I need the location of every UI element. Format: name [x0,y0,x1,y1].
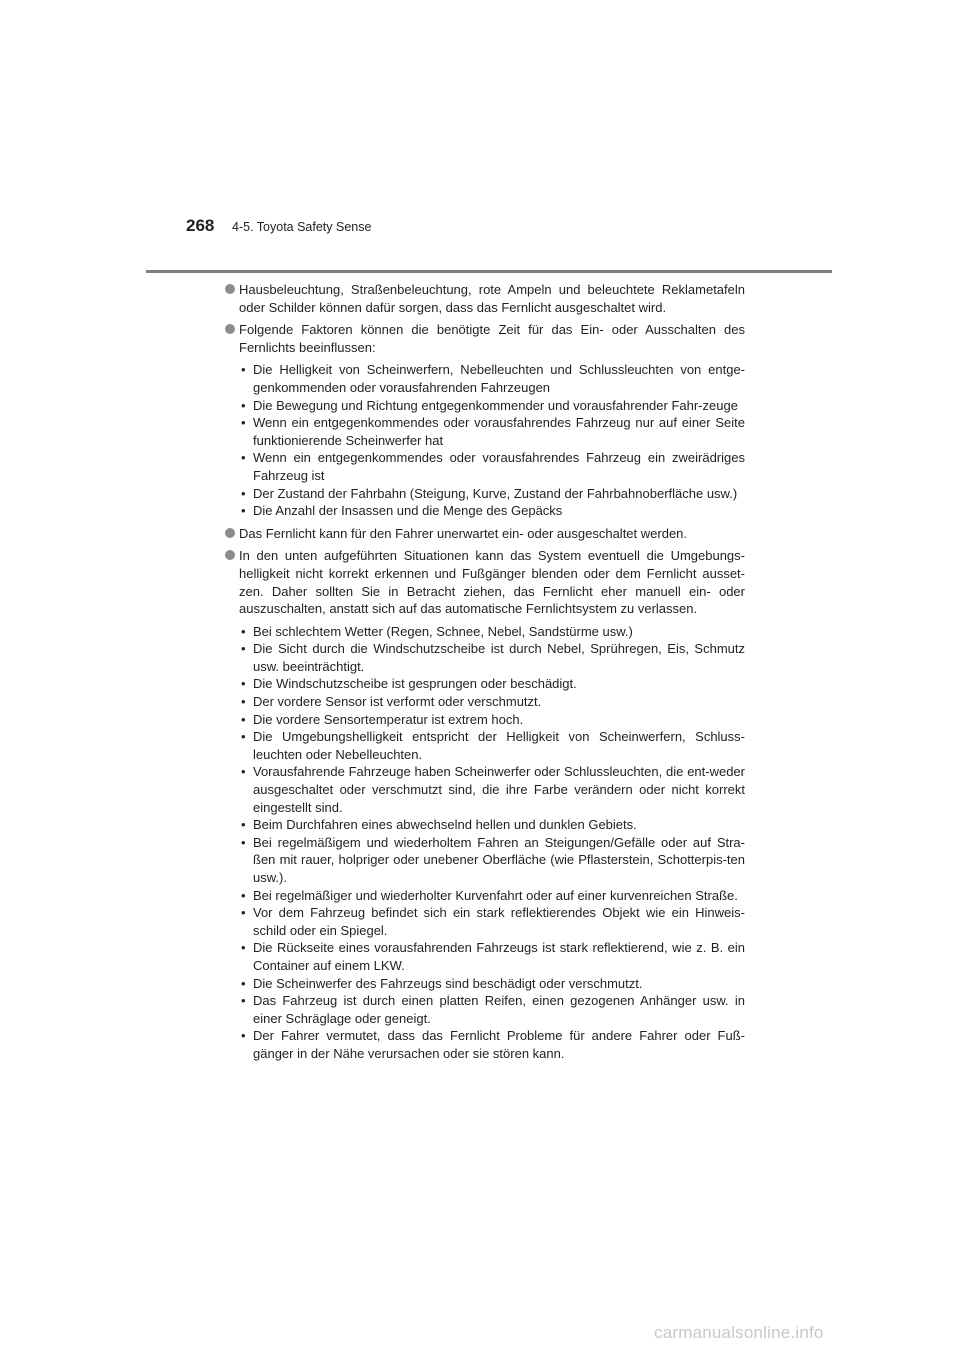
bullet-text: Hausbeleuchtung, Straßenbeleuchtung, rote Ampeln und beleuchtete Reklametafeln oder Schilder können dafür sorgen, dass das Fernlicht ausgeschaltet wird. [239,282,745,315]
small-bullet-icon: • [241,887,246,903]
sub-item-text: Beim Durchfahren eines abwechselnd hellen und dunklen Gebiets. [253,817,637,833]
page-number: 268 [186,216,215,235]
sub-list-item [225,502,745,520]
sub-list-item [225,675,745,693]
sub-list-item [225,1027,745,1062]
sub-list-item [225,640,745,675]
small-bullet-icon: • [241,623,246,639]
sub-item-text: Bei schlechtem Wetter (Regen, Schnee, Nebel, Sandstürme usw.) [253,623,633,639]
sub-list-item [225,361,745,396]
sub-list-item [225,904,745,939]
sub-list-item [225,711,745,729]
sub-item-text: Wenn ein entgegenkommendes oder vorausfahrendes Fahrzeug ein zweirädriges Fahrzeug ist [253,450,745,483]
sub-list-item [225,397,745,415]
small-bullet-icon: • [241,729,246,745]
sub-list-item [225,816,745,834]
sub-item-text: Die Anzahl der Insassen und die Menge des Gepäcks [253,503,563,519]
small-bullet-icon: • [241,905,246,921]
bullet-paragraph [225,525,745,543]
small-bullet-icon: • [241,817,246,833]
page-header [0,216,960,246]
sub-list-item [225,449,745,484]
main-content [225,281,745,1068]
sub-item-text: Der Fahrer vermutet, dass das Fernlicht Probleme für andere Fahrer oder Fuß-gänger in der Nähe verursachen oder sie stören kann. [253,1028,745,1061]
round-bullet-icon [225,528,235,538]
sub-item-text: Die Scheinwerfer des Fahrzeugs sind beschädigt oder verschmutzt. [253,975,643,991]
sub-list [225,361,745,519]
watermark-text: carmanualsonline.info [654,1323,824,1342]
sub-item-text: Das Fahrzeug ist durch einen platten Reifen, einen gezogenen Anhänger usw. in einer Schräglage oder geneigt. [253,993,745,1026]
small-bullet-icon: • [241,503,246,519]
bullet-text: Folgende Faktoren können die benötigte Zeit für das Ein- oder Ausschalten des Fernlichts beeinflussen: [239,322,745,355]
sub-item-text: Die Umgebungshelligkeit entspricht der Helligkeit von Scheinwerfern, Schluss-leuchten oder Nebelleuchten. [253,729,745,762]
sub-list-item [225,623,745,641]
sub-list-item [225,693,745,711]
sub-list-item [225,939,745,974]
bullet-paragraph [225,321,745,356]
small-bullet-icon: • [241,694,246,710]
sub-item-text: Die Rückseite eines vorausfahrenden Fahrzeugs ist stark reflektierend, wie z. B. ein Container auf einem LKW. [253,940,745,973]
small-bullet-icon: • [241,450,246,466]
sub-list-item [225,763,745,816]
sub-item-text: Vorausfahrende Fahrzeuge haben Scheinwerfer oder Schlussleuchten, die ent-weder ausgeschaltet oder verschmutzt sind, die ihre Farbe verändern oder nicht korrekt eingestellt sind. [253,764,745,815]
bullet-item [225,547,745,1062]
bullet-paragraph [225,281,745,316]
small-bullet-icon: • [241,940,246,956]
small-bullet-icon: • [241,362,246,378]
sub-item-text: Bei regelmäßiger und wiederholter Kurvenfahrt oder auf einer kurvenreichen Straße. [253,887,738,903]
sub-list-item [225,485,745,503]
sub-list-item [225,728,745,763]
small-bullet-icon: • [241,993,246,1009]
small-bullet-icon: • [241,711,246,727]
round-bullet-icon [225,550,235,560]
small-bullet-icon: • [241,397,246,413]
bullet-paragraph [225,547,745,617]
sub-item-text: Die vordere Sensortemperatur ist extrem hoch. [253,711,524,727]
sub-item-text: Die Helligkeit von Scheinwerfern, Nebelleuchten und Schlussleuchten von entge-genkommenden oder vorausfahrenden Fahrzeugen [253,362,745,395]
sub-item-text: Bei regelmäßigem und wiederholtem Fahren an Steigungen/Gefälle oder auf Stra-ßen mit rauer, holpriger oder unebener Oberfläche (wie Pflasterstein, Schotterpis-ten usw.). [253,834,745,885]
sub-list-item [225,887,745,905]
bullet-item [225,321,745,520]
small-bullet-icon: • [241,834,246,850]
bullet-item [225,525,745,543]
sub-list [225,623,745,1063]
sub-item-text: Der Zustand der Fahrbahn (Steigung, Kurve, Zustand der Fahrbahnoberfläche usw.) [253,485,738,501]
small-bullet-icon: • [241,485,246,501]
bullet-text: In den unten aufgeführten Situationen kann das System eventuell die Umgebungs-helligkeit nicht korrekt erkennen und Fußgänger blenden oder dem Fernlicht ausset-zen. Daher sollten Sie in Betracht ziehen, das Fernlicht eher manuell ein- oder auszuschalten, anstatt sich auf das automatische Fernlichtsystem zu verlassen. [239,548,745,617]
small-bullet-icon: • [241,415,246,431]
small-bullet-icon: • [241,676,246,692]
sub-item-text: Vor dem Fahrzeug befindet sich ein stark reflektierendes Objekt wie ein Hinweis-schild oder ein Spiegel. [253,905,745,938]
sub-list-item [225,975,745,993]
small-bullet-icon: • [241,1028,246,1044]
sub-list-item [225,992,745,1027]
section-title: 4-5. Toyota Safety Sense [232,220,372,234]
sub-item-text: Wenn ein entgegenkommendes oder vorausfahrendes Fahrzeug nur auf einer Seite funktionierende Scheinwerfer hat [253,415,745,448]
sub-item-text: Die Bewegung und Richtung entgegenkommender und vorausfahrender Fahr-zeuge [253,397,738,413]
sub-item-text: Die Sicht durch die Windschutzscheibe ist durch Nebel, Sprühregen, Eis, Schmutz usw. beeinträchtigt. [253,641,745,674]
small-bullet-icon: • [241,975,246,991]
bullet-item [225,281,745,316]
bullet-text: Das Fernlicht kann für den Fahrer unerwartet ein- oder ausgeschaltet werden. [239,525,688,541]
sub-item-text: Die Windschutzscheibe ist gesprungen oder beschädigt. [253,676,577,692]
round-bullet-icon [225,324,235,334]
sub-list-item [225,834,745,887]
sub-list-item [225,414,745,449]
header-rule [146,270,832,273]
small-bullet-icon: • [241,641,246,657]
round-bullet-icon [225,284,235,294]
sub-item-text: Der vordere Sensor ist verformt oder verschmutzt. [253,694,542,710]
small-bullet-icon: • [241,764,246,780]
